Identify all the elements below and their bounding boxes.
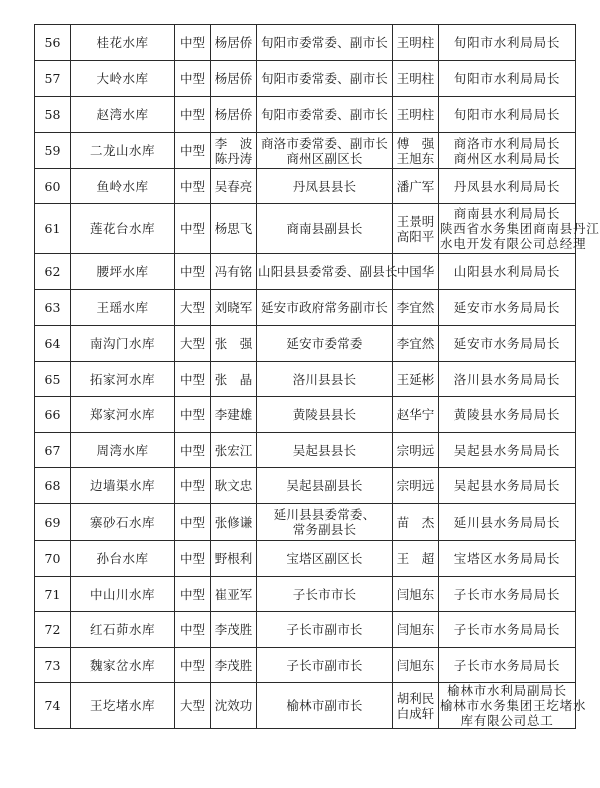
cell-responsible-leader-line: 张修谦	[214, 514, 253, 530]
cell-responsible-leader-line: 杨思飞	[214, 221, 253, 236]
cell-responsible-leader	[211, 612, 257, 648]
cell-technical-contact	[393, 648, 439, 683]
cell-technical-contact	[393, 504, 439, 541]
cell-number: 70	[35, 541, 71, 577]
cell-reservoir-type: 中型	[175, 254, 211, 290]
cell-technical-contact	[393, 97, 439, 133]
cell-leader-position	[257, 612, 393, 648]
cell-responsible-leader-line: 李茂胜	[214, 657, 253, 673]
cell-contact-position-line: 黄陵县水务局局长	[453, 407, 561, 422]
cell-number: 72	[35, 612, 71, 648]
cell-contact-position-line: 延安市水务局局长	[453, 300, 561, 315]
cell-leader-position-line: 榆林市副市长	[286, 698, 363, 713]
cell-reservoir-name: 大岭水库	[71, 61, 175, 97]
cell-reservoir-type: 大型	[175, 683, 211, 729]
cell-leader-position	[257, 433, 393, 468]
cell-responsible-leader	[211, 397, 257, 433]
cell-reservoir-name: 中山川水库	[71, 577, 175, 612]
cell-contact-position	[439, 290, 576, 326]
cell-technical-contact-line: 闫旭东	[396, 586, 435, 602]
table-row	[35, 504, 576, 541]
cell-contact-position	[439, 397, 576, 433]
table-row	[35, 204, 576, 254]
cell-reservoir-name: 红石茆水库	[71, 612, 175, 648]
cell-responsible-leader	[211, 133, 257, 169]
cell-contact-position-line: 水电开发有限公司总经理	[440, 236, 587, 251]
cell-technical-contact-line: 中国华	[396, 264, 435, 279]
cell-contact-position	[439, 468, 576, 504]
cell-reservoir-type: 中型	[175, 468, 211, 504]
cell-leader-position-line: 延安市委常委	[286, 336, 363, 351]
cell-responsible-leader-line: 李茂胜	[214, 622, 253, 637]
table-row	[35, 433, 576, 468]
cell-technical-contact-line: 王延彬	[396, 371, 435, 387]
cell-responsible-leader-line: 张宏江	[214, 442, 253, 458]
cell-responsible-leader-line: 李建雄	[214, 407, 253, 422]
cell-reservoir-type: 中型	[175, 648, 211, 683]
cell-number: 71	[35, 577, 71, 612]
cell-technical-contact-line: 王景明	[396, 213, 435, 229]
cell-responsible-leader	[211, 97, 257, 133]
cell-reservoir-type: 中型	[175, 97, 211, 133]
cell-leader-position-line: 常务副县长	[292, 522, 357, 537]
cell-leader-position	[257, 204, 393, 254]
cell-number: 67	[35, 433, 71, 468]
cell-responsible-leader	[211, 362, 257, 397]
cell-number: 61	[35, 204, 71, 254]
cell-technical-contact	[393, 397, 439, 433]
table-row	[35, 541, 576, 577]
cell-contact-position-line: 陕西省水务集团商南县丹江	[440, 221, 600, 236]
cell-responsible-leader-line: 张 强	[214, 336, 253, 351]
cell-reservoir-type: 中型	[175, 25, 211, 61]
table-row	[35, 25, 576, 61]
cell-reservoir-name: 桂花水库	[71, 25, 175, 61]
cell-leader-position-line: 旬阳市委常委、副市长	[260, 107, 388, 122]
cell-technical-contact-line: 潘广军	[396, 178, 435, 194]
cell-responsible-leader-line: 李 波	[214, 135, 253, 151]
cell-technical-contact-line: 李宜然	[396, 336, 435, 351]
cell-number: 56	[35, 25, 71, 61]
cell-contact-position-line: 延安市水务局局长	[453, 336, 561, 351]
cell-contact-position	[439, 504, 576, 541]
cell-responsible-leader	[211, 683, 257, 729]
cell-number: 63	[35, 290, 71, 326]
cell-technical-contact	[393, 290, 439, 326]
cell-contact-position	[439, 362, 576, 397]
cell-contact-position-line: 子长市水务局局长	[453, 586, 561, 602]
cell-leader-position-line: 山阳县县委常委、副县长	[258, 264, 398, 279]
cell-responsible-leader-line: 野根利	[214, 551, 253, 566]
cell-leader-position-line: 宝塔区副区长	[286, 551, 363, 566]
cell-contact-position-line: 山阳县水利局局长	[453, 264, 561, 279]
cell-leader-position-line: 丹凤县县长	[292, 178, 357, 194]
cell-reservoir-type: 大型	[175, 326, 211, 362]
cell-leader-position	[257, 397, 393, 433]
table-row	[35, 648, 576, 683]
cell-leader-position-line: 商州区副区长	[286, 150, 363, 166]
cell-leader-position	[257, 169, 393, 204]
cell-leader-position	[257, 25, 393, 61]
cell-contact-position	[439, 97, 576, 133]
cell-technical-contact-line: 高阳平	[396, 228, 435, 244]
table-row	[35, 254, 576, 290]
cell-number: 58	[35, 97, 71, 133]
cell-contact-position-line: 榆林市水利局副局长	[447, 683, 567, 698]
cell-leader-position-line: 黄陵县县长	[292, 407, 357, 422]
cell-contact-position-line: 旬阳市水利局局长	[453, 71, 561, 86]
cell-leader-position-line: 延安市政府常务副市长	[260, 300, 388, 315]
cell-contact-position-line: 旬阳市水利局局长	[453, 107, 561, 122]
cell-technical-contact-line: 王明柱	[396, 107, 435, 122]
cell-reservoir-type: 中型	[175, 504, 211, 541]
cell-leader-position	[257, 290, 393, 326]
cell-technical-contact-line: 闫旭东	[396, 622, 435, 637]
cell-number: 68	[35, 468, 71, 504]
cell-technical-contact-line: 傅 强	[396, 135, 435, 151]
cell-reservoir-type: 中型	[175, 433, 211, 468]
cell-technical-contact	[393, 326, 439, 362]
cell-reservoir-type: 大型	[175, 290, 211, 326]
cell-reservoir-type: 中型	[175, 397, 211, 433]
cell-leader-position-line: 延川县县委常委、	[273, 507, 376, 522]
cell-responsible-leader-line: 冯有铭	[214, 264, 253, 279]
cell-technical-contact-line: 闫旭东	[396, 657, 435, 673]
cell-reservoir-type: 中型	[175, 169, 211, 204]
cell-technical-contact	[393, 541, 439, 577]
cell-reservoir-name: 拓家河水库	[71, 362, 175, 397]
cell-contact-position-line: 子长市水务局局长	[453, 622, 561, 637]
cell-technical-contact	[393, 577, 439, 612]
cell-contact-position	[439, 133, 576, 169]
cell-contact-position-line: 库有限公司总工	[460, 713, 554, 728]
cell-contact-position	[439, 541, 576, 577]
cell-reservoir-name: 腰坪水库	[71, 254, 175, 290]
cell-technical-contact-line: 王明柱	[396, 35, 435, 50]
cell-leader-position	[257, 326, 393, 362]
cell-leader-position	[257, 683, 393, 729]
cell-leader-position-line: 洛川县县长	[292, 371, 357, 387]
cell-contact-position-line: 延川县水务局局长	[453, 514, 561, 530]
cell-responsible-leader-line: 刘晓军	[214, 300, 253, 315]
cell-technical-contact-line: 苗 杰	[396, 514, 435, 530]
cell-leader-position-line: 吴起县县长	[292, 442, 357, 458]
cell-reservoir-name: 魏家岔水库	[71, 648, 175, 683]
cell-responsible-leader-line: 沈效功	[214, 698, 253, 713]
cell-responsible-leader	[211, 25, 257, 61]
cell-contact-position-line: 商洛市水利局局长	[453, 135, 561, 151]
cell-responsible-leader-line: 崔亚军	[214, 586, 253, 602]
cell-responsible-leader-line: 吴春亮	[214, 178, 253, 194]
cell-leader-position	[257, 504, 393, 541]
cell-technical-contact-line: 赵华宁	[396, 407, 435, 422]
table-row	[35, 133, 576, 169]
cell-leader-position-line: 吴起县副县长	[286, 478, 363, 493]
cell-technical-contact	[393, 204, 439, 254]
cell-reservoir-name: 孙台水库	[71, 541, 175, 577]
cell-reservoir-type: 中型	[175, 204, 211, 254]
cell-contact-position	[439, 204, 600, 254]
cell-leader-position	[257, 61, 393, 97]
cell-technical-contact	[393, 25, 439, 61]
cell-responsible-leader-line: 杨居侨	[214, 107, 253, 122]
cell-reservoir-type: 中型	[175, 362, 211, 397]
cell-reservoir-type: 中型	[175, 133, 211, 169]
cell-responsible-leader	[211, 169, 257, 204]
cell-technical-contact	[393, 133, 439, 169]
cell-technical-contact	[393, 362, 439, 397]
cell-responsible-leader	[211, 468, 257, 504]
table-row	[35, 612, 576, 648]
cell-technical-contact-line: 宗明远	[396, 442, 435, 458]
cell-contact-position-line: 吴起县水务局局长	[453, 478, 561, 493]
cell-reservoir-name: 周湾水库	[71, 433, 175, 468]
table-row	[35, 397, 576, 433]
cell-reservoir-name: 鱼岭水库	[71, 169, 175, 204]
cell-contact-position-line: 宝塔区水务局局长	[453, 551, 561, 566]
table-row	[35, 468, 576, 504]
cell-contact-position-line: 商州区水利局局长	[453, 150, 561, 166]
cell-responsible-leader	[211, 433, 257, 468]
cell-reservoir-name: 郑家河水库	[71, 397, 175, 433]
cell-reservoir-type: 中型	[175, 541, 211, 577]
cell-leader-position-line: 旬阳市委常委、副市长	[260, 71, 388, 86]
cell-leader-position-line: 商南县副县长	[286, 221, 363, 236]
cell-responsible-leader	[211, 541, 257, 577]
cell-contact-position-line: 吴起县水务局局长	[453, 442, 561, 458]
cell-number: 66	[35, 397, 71, 433]
cell-number: 60	[35, 169, 71, 204]
cell-leader-position	[257, 468, 393, 504]
cell-responsible-leader	[211, 204, 257, 254]
cell-reservoir-name: 王瑶水库	[71, 290, 175, 326]
cell-reservoir-type: 中型	[175, 61, 211, 97]
cell-number: 57	[35, 61, 71, 97]
cell-contact-position	[439, 169, 576, 204]
cell-technical-contact	[393, 683, 439, 729]
cell-responsible-leader-line: 杨居侨	[214, 71, 253, 86]
cell-contact-position	[439, 25, 576, 61]
cell-leader-position	[257, 577, 393, 612]
cell-responsible-leader	[211, 61, 257, 97]
cell-responsible-leader	[211, 504, 257, 541]
cell-leader-position-line: 子长市副市长	[286, 657, 363, 673]
cell-technical-contact-line: 胡利民	[396, 690, 435, 706]
cell-technical-contact-line: 王旭东	[396, 150, 435, 166]
cell-responsible-leader-line: 耿文忠	[214, 478, 253, 493]
table-row	[35, 169, 576, 204]
table-row	[35, 290, 576, 326]
cell-responsible-leader	[211, 648, 257, 683]
cell-responsible-leader	[211, 326, 257, 362]
cell-leader-position-line: 子长市副市长	[286, 622, 363, 637]
reservoir-responsibility-table	[34, 24, 600, 729]
cell-technical-contact	[393, 254, 439, 290]
cell-leader-position	[257, 362, 393, 397]
cell-number: 65	[35, 362, 71, 397]
cell-contact-position-line: 旬阳市水利局局长	[453, 35, 561, 50]
cell-technical-contact	[393, 468, 439, 504]
table-row	[35, 683, 576, 729]
cell-leader-position-line: 子长市市长	[292, 586, 357, 602]
cell-technical-contact	[393, 612, 439, 648]
cell-reservoir-type: 中型	[175, 612, 211, 648]
cell-responsible-leader	[211, 577, 257, 612]
cell-contact-position	[439, 648, 576, 683]
cell-leader-position	[257, 648, 393, 683]
cell-contact-position	[439, 326, 576, 362]
cell-technical-contact-line: 李宜然	[396, 300, 435, 315]
cell-responsible-leader-line: 陈丹涛	[214, 150, 253, 166]
cell-technical-contact-line: 王明柱	[396, 71, 435, 86]
cell-responsible-leader-line: 杨居侨	[214, 35, 253, 50]
cell-reservoir-name: 二龙山水库	[71, 133, 175, 169]
cell-number: 62	[35, 254, 71, 290]
cell-contact-position	[439, 612, 576, 648]
table-row	[35, 362, 576, 397]
cell-contact-position	[439, 683, 587, 729]
cell-reservoir-name: 南沟门水库	[71, 326, 175, 362]
cell-technical-contact-line: 王 超	[396, 551, 435, 566]
cell-number: 64	[35, 326, 71, 362]
cell-technical-contact-line: 宗明远	[396, 478, 435, 493]
cell-responsible-leader	[211, 254, 257, 290]
cell-technical-contact-line: 白成轩	[396, 705, 435, 721]
cell-number: 59	[35, 133, 71, 169]
cell-contact-position	[439, 254, 576, 290]
cell-reservoir-name: 寨砂石水库	[71, 504, 175, 541]
cell-responsible-leader	[211, 290, 257, 326]
cell-leader-position	[257, 541, 393, 577]
table-row	[35, 326, 576, 362]
cell-contact-position-line: 榆林市水务集团王圪堵水	[440, 698, 587, 713]
cell-leader-position-line: 旬阳市委常委、副市长	[260, 35, 388, 50]
cell-number: 69	[35, 504, 71, 541]
cell-number: 74	[35, 683, 71, 729]
table-row	[35, 61, 576, 97]
cell-reservoir-name: 边墙渠水库	[71, 468, 175, 504]
cell-leader-position	[257, 133, 393, 169]
cell-technical-contact	[393, 169, 439, 204]
cell-reservoir-type: 中型	[175, 577, 211, 612]
cell-reservoir-name: 王圪堵水库	[71, 683, 175, 729]
cell-contact-position-line: 丹凤县水利局局长	[453, 178, 561, 194]
cell-contact-position	[439, 577, 576, 612]
cell-contact-position-line: 商南县水利局局长	[453, 206, 561, 221]
cell-contact-position	[439, 61, 576, 97]
cell-contact-position-line: 洛川县水务局局长	[453, 371, 561, 387]
cell-contact-position	[439, 433, 576, 468]
cell-reservoir-name: 莲花台水库	[71, 204, 175, 254]
table-row	[35, 97, 576, 133]
cell-technical-contact	[393, 433, 439, 468]
cell-contact-position-line: 子长市水务局局长	[453, 657, 561, 673]
cell-number: 73	[35, 648, 71, 683]
cell-leader-position-line: 商洛市委常委、副市长	[260, 135, 388, 151]
cell-leader-position	[257, 254, 398, 290]
table-row	[35, 577, 576, 612]
cell-reservoir-name: 赵湾水库	[71, 97, 175, 133]
cell-responsible-leader-line: 张 晶	[214, 371, 253, 387]
cell-leader-position	[257, 97, 393, 133]
cell-technical-contact	[393, 61, 439, 97]
